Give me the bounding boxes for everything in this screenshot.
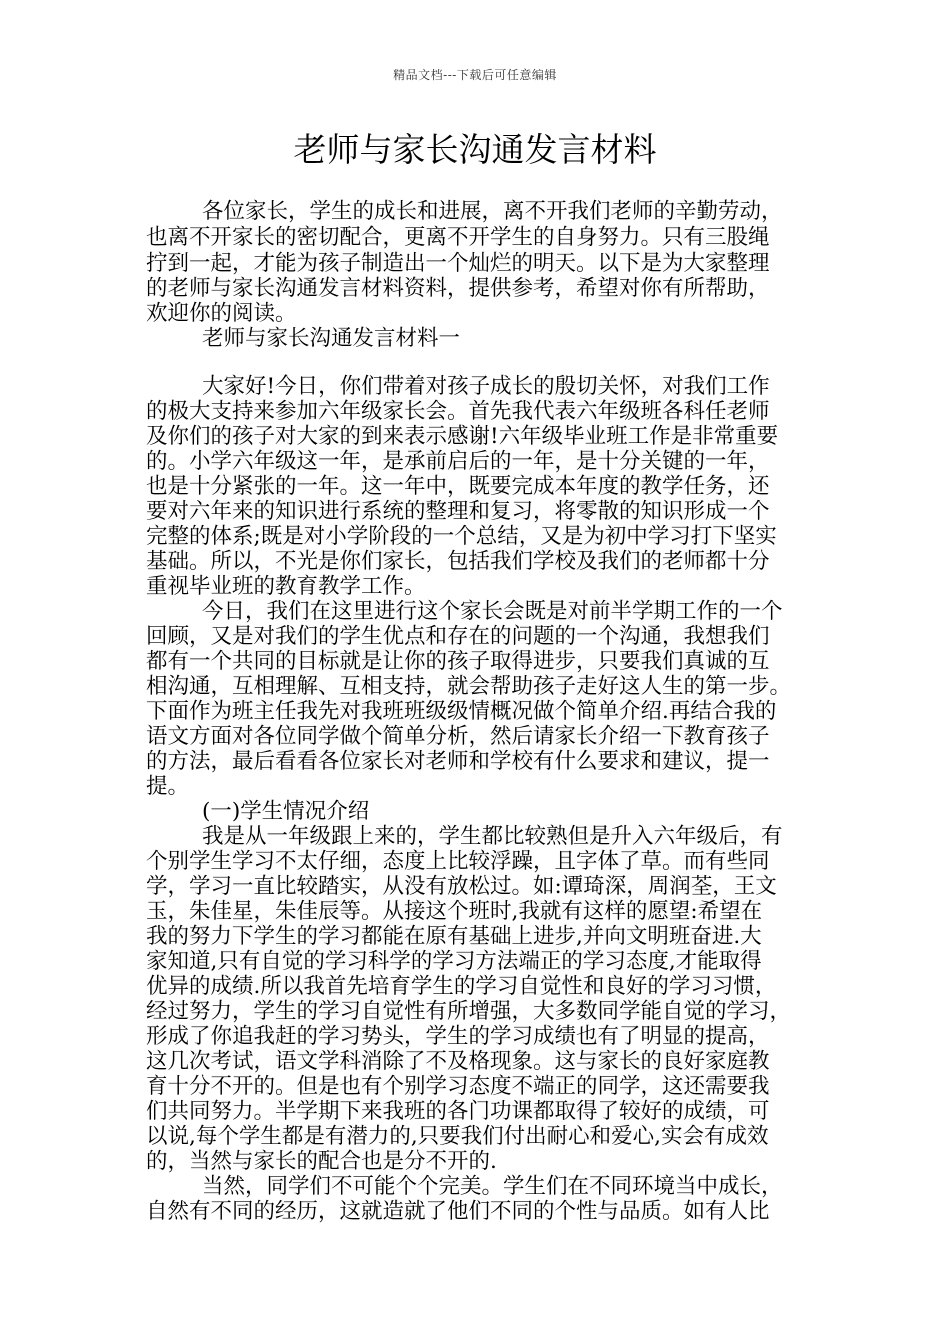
body-line: 的方法，最后看看各位家长对老师和学校有什么要求和建议，提一 <box>146 749 770 774</box>
body-line: 语文方面对各位同学做个简单分析，然后请家长介绍一下教育孩子 <box>146 724 770 749</box>
body-line: 拧到一起，才能为孩子制造出一个灿烂的明天。以下是为大家整理 <box>146 251 770 276</box>
body-line: 基础。所以，不光是你们家长，包括我们学校及我们的老师都十分 <box>146 549 770 574</box>
body-line: 下面作为班主任我先对我班班级级情概况做个简单介绍.再结合我的 <box>146 699 777 724</box>
body-line: 当然，同学们不可能个个完美。学生们在不同环境当中成长， <box>202 1174 783 1199</box>
body-line: 的，当然与家长的配合也是分不开的. <box>146 1149 497 1174</box>
body-line: 以说,每个学生都是有潜力的,只要我们付出耐心和爱心,实会有成效 <box>146 1124 769 1149</box>
body-line: 的极大支持来参加六年级家长会。首先我代表六年级班各科任老师 <box>146 399 770 424</box>
body-line: 的。小学六年级这一年，是承前启后的一年，是十分关键的一年， <box>146 449 770 474</box>
body-line: 都有一个共同的目标就是让你的孩子取得进步，只要我们真诚的互 <box>146 649 770 674</box>
body-line: 形成了你追我赶的学习势头，学生的学习成绩也有了明显的提高， <box>146 1024 770 1049</box>
body-line: 今日，我们在这里进行这个家长会既是对前半学期工作的一个 <box>202 599 783 624</box>
body-line: 优异的成绩.所以我首先培育学生的学习自觉性和良好的学习习惯， <box>146 974 777 999</box>
body-line: 提。 <box>146 774 190 799</box>
body-line: 回顾，又是对我们的学生优点和存在的问题的一个沟通，我想我们 <box>146 624 770 649</box>
body-line: 要对六年来的知识进行系统的整理和复习，将零散的知识形成一个 <box>146 499 770 524</box>
body-line: 也离不开家长的密切配合，更离不开学生的自身努力。只有三股绳 <box>146 225 770 250</box>
body-line: 玉，朱佳星，朱佳辰等。从接这个班时,我就有这样的愿望:希望在 <box>146 899 763 924</box>
section-heading: 老师与家长沟通发言材料一 <box>202 326 461 351</box>
body-line: 及你们的孩子对大家的到来表示感谢!六年级毕业班工作是非常重要 <box>146 424 779 449</box>
body-line: 自然有不同的经历，这就造就了他们不同的个性与品质。如有人比 <box>146 1199 770 1224</box>
body-line: 重视毕业班的教育教学工作。 <box>146 574 426 599</box>
body-line: 完整的体系;既是对小学阶段的一个总结，又是为初中学习打下坚实 <box>146 524 777 549</box>
page-header: 精品文档---下载后可任意编辑 <box>393 68 557 82</box>
body-line: 个别学生学习不太仔细，态度上比较浮躁，且字体了草。而有些同 <box>146 849 770 874</box>
body-line: 我是从一年级跟上来的，学生都比较熟但是升入六年级后，有 <box>202 824 783 849</box>
body-line: 各位家长，学生的成长和进展，离不开我们老师的辛勤劳动， <box>202 199 783 224</box>
body-line: 这几次考试，语文学科消除了不及格现象。这与家长的良好家庭教 <box>146 1049 770 1074</box>
body-line: 我的努力下学生的学习都能在原有基础上进步,并向文明班奋进.大 <box>146 924 762 949</box>
body-line: 育十分不开的。但是也有个别学习态度不端正的同学，这还需要我 <box>146 1074 770 1099</box>
body-line: 欢迎你的阅读。 <box>146 301 297 326</box>
body-line: 学，学习一直比较踏实，从没有放松过。如:谭琦深，周润荃，王文 <box>146 874 777 899</box>
section-heading: (一)学生情况介绍 <box>202 799 370 824</box>
body-line: 经过努力，学生的学习自觉性有所增强，大多数同学能自觉的学习， <box>146 999 792 1024</box>
body-line: 相沟通，互相理解、互相支持，就会帮助孩子走好这人生的第一步。 <box>146 674 792 699</box>
body-line: 们共同努力。半学期下来我班的各门功课都取得了较好的成绩，可 <box>146 1099 770 1124</box>
body-line: 大家好!今日，你们带着对孩子成长的殷切关怀，对我们工作 <box>202 374 770 399</box>
body-line: 也是十分紧张的一年。这一年中，既要完成本年度的教学任务，还 <box>146 474 770 499</box>
body-line: 的老师与家长沟通发言材料资料，提供参考，希望对你有所帮助， <box>146 276 770 301</box>
body-line: 家知道,只有自觉的学习科学的学习方法端正的学习态度,才能取得 <box>146 949 762 974</box>
document-title: 老师与家长沟通发言材料 <box>293 130 657 169</box>
